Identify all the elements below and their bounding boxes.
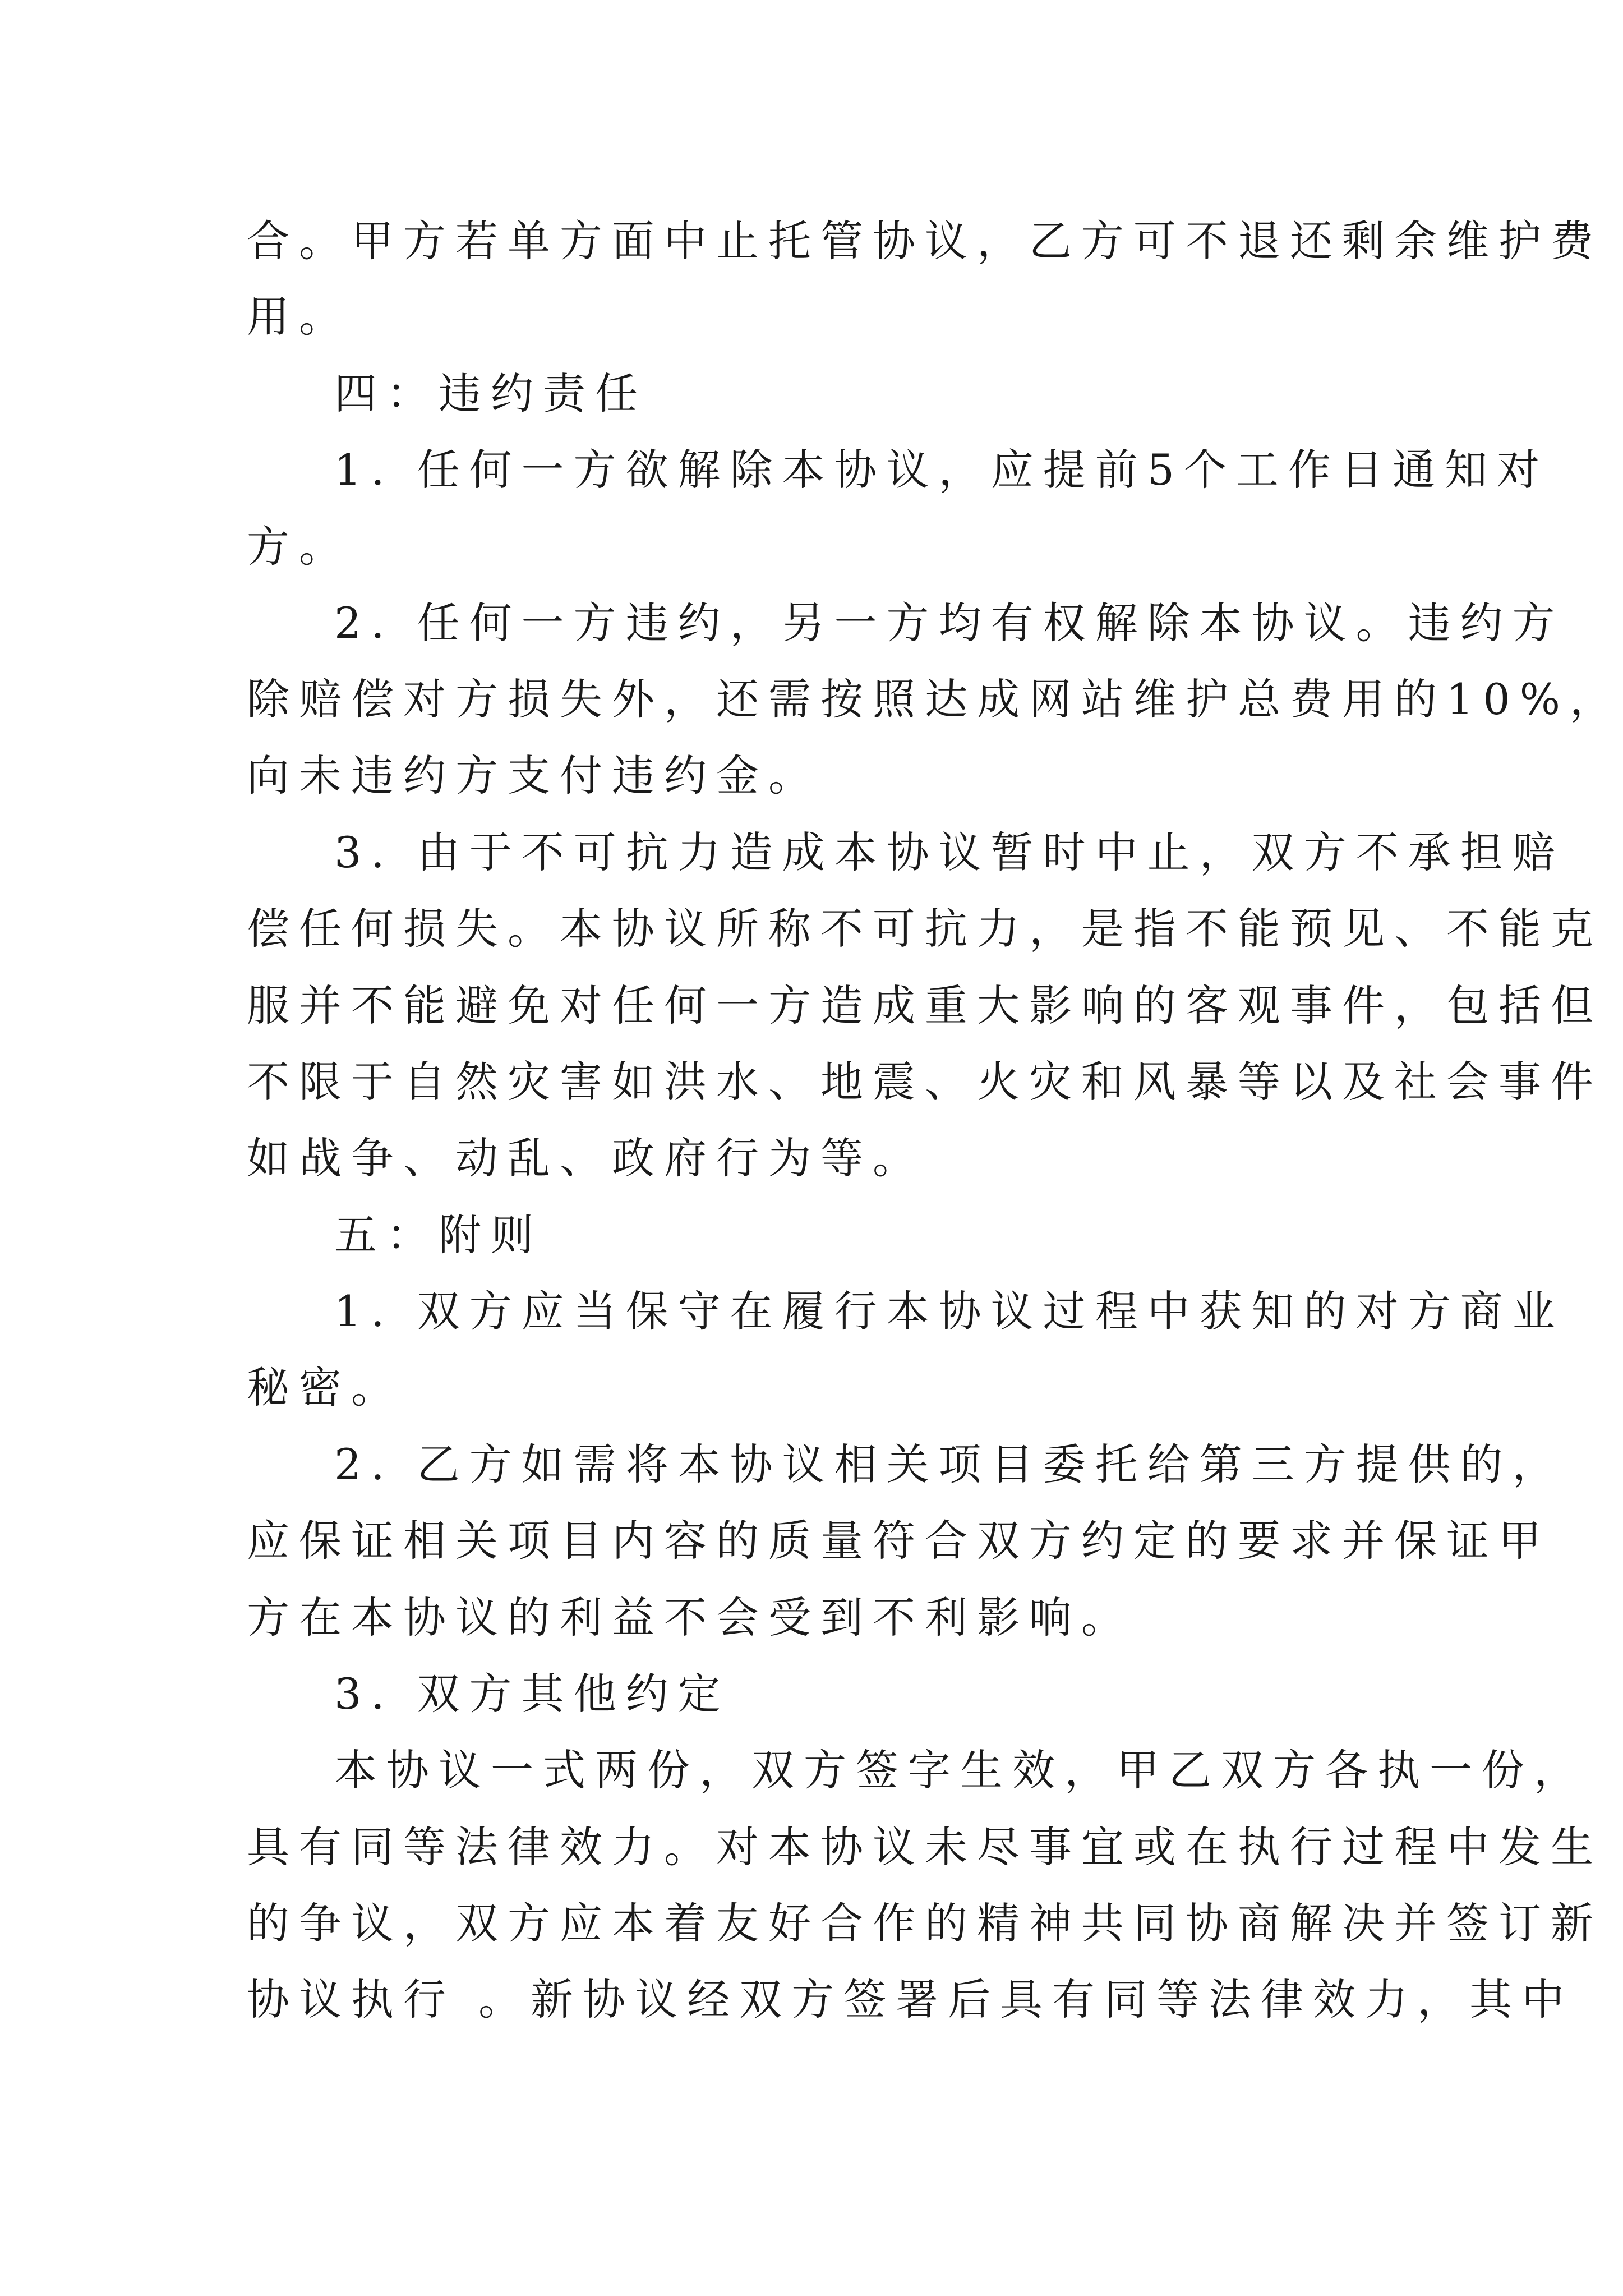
body-text-line: 服并不能避免对任何一方造成重大影响的客观事件，包括但 [247,981,1603,1030]
clause-text-line: 3. 由于不可抗力造成本协议暂时中止，双方不承担赔 [334,827,1565,877]
body-text-line: 如战争、动乱、政府行为等。 [247,1133,925,1183]
body-text-line: 具有同等法律效力。对本协议未尽事宜或在执行过程中发生 [247,1822,1603,1872]
body-text-line: 方。 [247,522,351,572]
body-text-line: 应保证相关项目内容的质量符合双方约定的要求并保证甲 [247,1516,1551,1566]
clause-text-line: 1. 任何一方欲解除本协议，应提前5个工作日通知对 [334,445,1550,495]
body-text-line: 合。甲方若单方面中止托管协议，乙方可不退还剩余维护费 [247,216,1603,266]
body-text-line: 秘密。 [247,1363,403,1412]
clause-text-line: 2. 乙方如需将本协议相关项目委托给第三方提供的， [334,1439,1565,1489]
clause-text-line: 1. 双方应当保守在履行本协议过程中获知的对方商业 [334,1286,1565,1336]
body-text-line: 除赔偿对方损失外，还需按照达成网站维护总费用的10%， [247,674,1622,724]
section-heading: 四：违约责任 [334,369,647,418]
body-text-line: 向未违约方支付违约金。 [247,751,820,800]
body-text-line: 方在本协议的利益不会受到不利影响。 [247,1593,1133,1642]
body-text-line: 的争议，双方应本着友好合作的精神共同协商解决并签订新 [247,1898,1603,1948]
body-text-line: 本协议一式两份，双方签字生效，甲乙双方各执一份， [334,1745,1586,1795]
body-text-line: 不限于自然灾害如洪水、地震、火灾和风暴等以及社会事件 [247,1057,1603,1107]
body-text-line: 用。 [247,292,351,342]
body-text-line: 偿任何损失。本协议所称不可抗力，是指不能预见、不能克 [247,904,1603,954]
clause-text-line: 2. 任何一方违约，另一方均有权解除本协议。违约方 [334,598,1565,648]
clause-text-line: 3. 双方其他约定 [334,1669,730,1719]
section-heading: 五：附则 [334,1210,543,1260]
body-text-line: 协议执行 。新协议经双方签署后具有同等法律效力，其中 [247,1975,1574,2024]
